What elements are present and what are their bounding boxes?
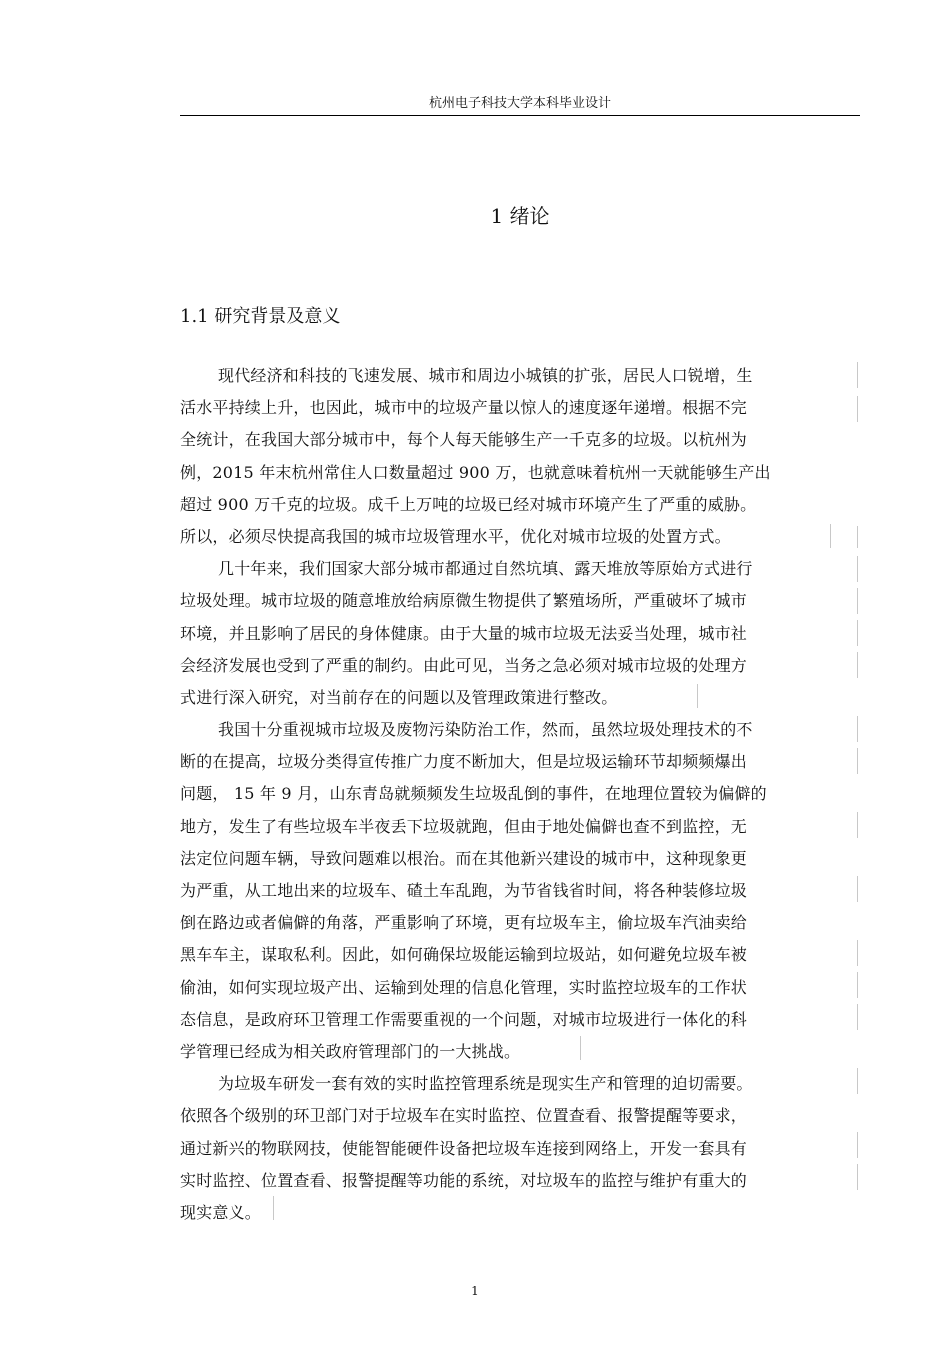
paragraph-3-line: 态信息，是政府环卫管理工作需要重视的一个问题，对城市垃圾进行一体化的科 [180, 1009, 748, 1029]
paragraph-3-line: 法定位问题车辆，导致问题难以根治。而在其他新兴建设的城市中，这种现象更 [180, 848, 748, 868]
paragraph-1-line: 活水平持续上升，也因此，城市中的垃圾产量以惊人的速度逐年递增。根据不完 [180, 398, 748, 418]
scan-edge-mark [273, 1196, 274, 1220]
paragraph-2-line: 几十年来，我们国家大部分城市都通过自然坑填、露天堆放等原始方式进行 [218, 559, 753, 579]
scan-edge-mark [857, 716, 858, 742]
scan-edge-mark [857, 620, 858, 646]
paragraph-4-line: 依照各个级别的环卫部门对于垃圾车在实时监控、位置查看、报警提醒等要求， [180, 1106, 748, 1126]
paragraph-3-line: 问题， 15 年 9 月，山东青岛就频频发生垃圾乱倒的事件，在地理位置较为偏僻的 [180, 784, 767, 804]
scan-edge-mark [580, 1036, 581, 1060]
body-text [180, 360, 840, 1229]
scan-edge-mark [857, 362, 858, 388]
paragraph-4-line: 现实意义。 [180, 1202, 262, 1222]
paragraph-1-line: 例，2015 年末杭州常住人口数量超过 900 万，也就意味着杭州一天就能够生产出 [180, 462, 771, 482]
scan-edge-mark [697, 684, 698, 708]
paragraph-2-line: 垃圾处理。城市垃圾的随意堆放给病原微生物提供了繁殖场所，严重破坏了城市 [180, 591, 748, 611]
paragraph-3-line: 地方，发生了有些垃圾车半夜丢下垃圾就跑，但由于地处偏僻也查不到监控，无 [180, 816, 748, 836]
paragraph-3-line: 黑车车主，谋取私利。因此，如何确保垃圾能运输到垃圾站，如何避免垃圾车被 [180, 945, 748, 965]
paragraph-2-line: 会经济发展也受到了严重的制约。由此可见，当务之急必须对城市垃圾的处理方 [180, 655, 748, 675]
paragraph-4-line: 为垃圾车研发一套有效的实时监控管理系统是现实生产和管理的迫切需要。 [218, 1074, 753, 1094]
scan-edge-mark [857, 940, 858, 966]
paragraph-3-line: 倒在路边或者偏僻的角落，严重影响了环境，更有垃圾车主，偷垃圾车汽油卖给 [180, 913, 748, 933]
paragraph-3-line: 为严重，从工地出来的垃圾车、碴土车乱跑，为节省钱省时间，将各种装修垃圾 [180, 881, 748, 900]
paragraph-1-line: 全统计，在我国大部分城市中，每个人每天能够生产一千克多的垃圾。以杭州为 [180, 430, 748, 450]
scan-edge-mark [857, 652, 858, 678]
section-title: 1.1 研究背景及意义 [180, 306, 341, 327]
paragraph-2-line: 式进行深入研究，对当前存在的问题以及管理政策进行整改。 [180, 687, 618, 707]
scan-edge-mark [830, 524, 831, 548]
scan-edge-mark [857, 1132, 858, 1158]
scan-edge-mark [857, 972, 858, 998]
scan-edge-mark [857, 1068, 858, 1094]
scan-edge-mark [857, 748, 858, 774]
scan-edge-mark [857, 556, 858, 582]
running-header: 杭州电子科技大学本科毕业设计 [428, 96, 611, 111]
paragraph-4-line: 通过新兴的物联网技，使能智能硬件设备把垃圾车连接到网络上，开发一套具有 [180, 1138, 748, 1158]
paragraph-1-line: 所以，必须尽快提高我国的城市垃圾管理水平，优化对城市垃圾的处置方式。 [180, 526, 731, 546]
scan-edge-mark [857, 526, 858, 548]
chapter-title: 1 绪论 [490, 204, 550, 228]
paragraph-1-line: 现代经济和科技的飞速发展、城市和周边小城镇的扩张，居民人口锐增，生 [218, 366, 753, 385]
scan-edge-mark [857, 1164, 858, 1190]
paragraph-3-line: 断的在提高，垃圾分类得宣传推广力度不断加大，但是垃圾运输环节却频频爆出 [180, 752, 748, 772]
scan-edge-mark [857, 396, 858, 422]
paragraph-4-line: 实时监控、位置查看、报警提醒等功能的系统，对垃圾车的监控与维护有重大的 [180, 1170, 748, 1190]
scan-edge-mark [857, 812, 858, 838]
paragraph-1-line: 超过 900 万千克的垃圾。成千上万吨的垃圾已经对城市环境产生了严重的威胁。 [180, 494, 757, 514]
header-rule [180, 115, 860, 116]
scan-edge-mark [857, 1004, 858, 1030]
paragraph-3-line: 偷油，如何实现垃圾产出、运输到处理的信息化管理，实时监控垃圾车的工作状 [180, 977, 748, 997]
page-number: 1 [471, 1284, 479, 1298]
scan-edge-mark [857, 588, 858, 614]
paragraph-2-line: 环境，并且影响了居民的身体健康。由于大量的城市垃圾无法妥当处理，城市社 [180, 623, 748, 643]
paragraph-3-line: 学管理已经成为相关政府管理部门的一大挑战。 [180, 1041, 521, 1061]
scan-edge-mark [857, 876, 858, 902]
paragraph-3-line: 我国十分重视城市垃圾及废物污染防治工作，然而，虽然垃圾处理技术的不 [218, 720, 753, 740]
